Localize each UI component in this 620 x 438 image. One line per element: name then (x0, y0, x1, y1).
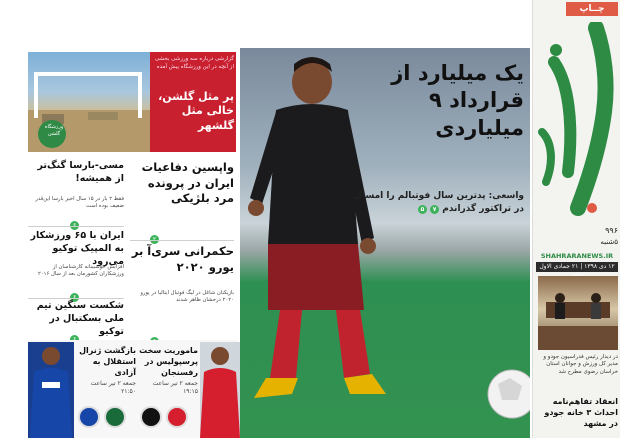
story-headline[interactable]: شکست سنگین تیم ملی بسکتبال در توکیو (36, 300, 124, 337)
newspaper-logo (534, 22, 618, 218)
esteghlal-player-photo (28, 342, 74, 438)
page-ref-badge[interactable] (150, 226, 159, 245)
website-url[interactable]: SHAHRARANEWS.IR (540, 252, 614, 260)
issue-date-line: ۱۲ دی ۱۳۹۸ | ۲۱ جمادی الاول (536, 262, 618, 272)
red-story-headline[interactable]: پر مثل گلشن، خالی مثل گلشهر (158, 90, 234, 132)
story-summary: فقط ۲ بار در ۱۵ سال اخیر بارسا این‌قدر ضعیف بوده است (35, 196, 124, 210)
story-headline[interactable]: مسی-بارسا گنگ‌تر از همیشه! (37, 160, 124, 184)
side-news-photo (538, 276, 618, 350)
issue-number: ۹۹۶ (605, 226, 618, 235)
perspolis-logo (166, 406, 188, 428)
story-headline[interactable]: واپسین دفاعیات ایران در پرونده مرد بلژیکی (141, 160, 234, 206)
page-ref-badge[interactable]: ۷ (430, 205, 439, 214)
divider (28, 298, 124, 299)
stadium-photo (28, 52, 150, 152)
hero-deck-text: واسعی: پدترین سال فوتبالم را امسال در تراکتور گذراندم (354, 191, 524, 214)
perspolis-player-photo (200, 342, 240, 438)
side-news-headline[interactable]: انعقاد تفاهم‌نامه احداث ۳ خانه جودو در مشهد (544, 397, 618, 429)
opponent-logo (140, 406, 162, 428)
hero-headline[interactable]: یک میلیارد از قرارداد ۹ میلیاردی (391, 61, 524, 140)
side-news-body: در دیدار رئیس فدراسیون جودو و مدیر کل ورزش و جوانان استان خراسان رضوی مطرح شد (543, 354, 618, 375)
divider (28, 226, 124, 227)
divider (130, 240, 234, 241)
stadium-stamp: ورزشگاه گلشن (44, 124, 64, 137)
print-tag: چــاپ (566, 2, 618, 16)
opponent-logo (104, 406, 126, 428)
issue-day: ۵شنبه (600, 238, 618, 246)
red-story-kicker: گزارشی درباره سه ورزشی بخشی از آنچه در این ورزشگاه پیش آمده (154, 56, 234, 70)
esteghlal-logo (78, 406, 100, 428)
match-time: جمعه ۲ تیر ساعت ۱۹:۱۵ (152, 380, 198, 396)
hero-deck (352, 190, 524, 215)
story-summary: بازیکنان شاغل در لیگ فوتبال ایتالیا در یورو ۲۰۲۰ درخشان ظاهر شدند (140, 290, 234, 304)
story-headline[interactable]: ایران با ۶۵ ورزشکار به المپیک توکیو می‌رود (30, 230, 124, 267)
match-headline[interactable]: بازگشت ژنرال استقلال به آزادی (79, 346, 136, 377)
page-ref-badge[interactable] (70, 212, 79, 231)
story-summary: افزایش خوشبینانه کارشناسان از ورزشکاران کشورمان بعد از سال ۲۰۱۶ (37, 264, 124, 278)
match-time: جمعه ۲ تیر ساعت ۲۱:۵۰ (90, 380, 136, 396)
page-ref-badge[interactable]: ۵ (418, 205, 427, 214)
story-headline[interactable]: حکمرانی سری‌آ بر یورو ۲۰۲۰ (131, 244, 234, 274)
match-headline[interactable]: ماموریت سخت پرسپولیس در رفسنجان (139, 346, 198, 377)
